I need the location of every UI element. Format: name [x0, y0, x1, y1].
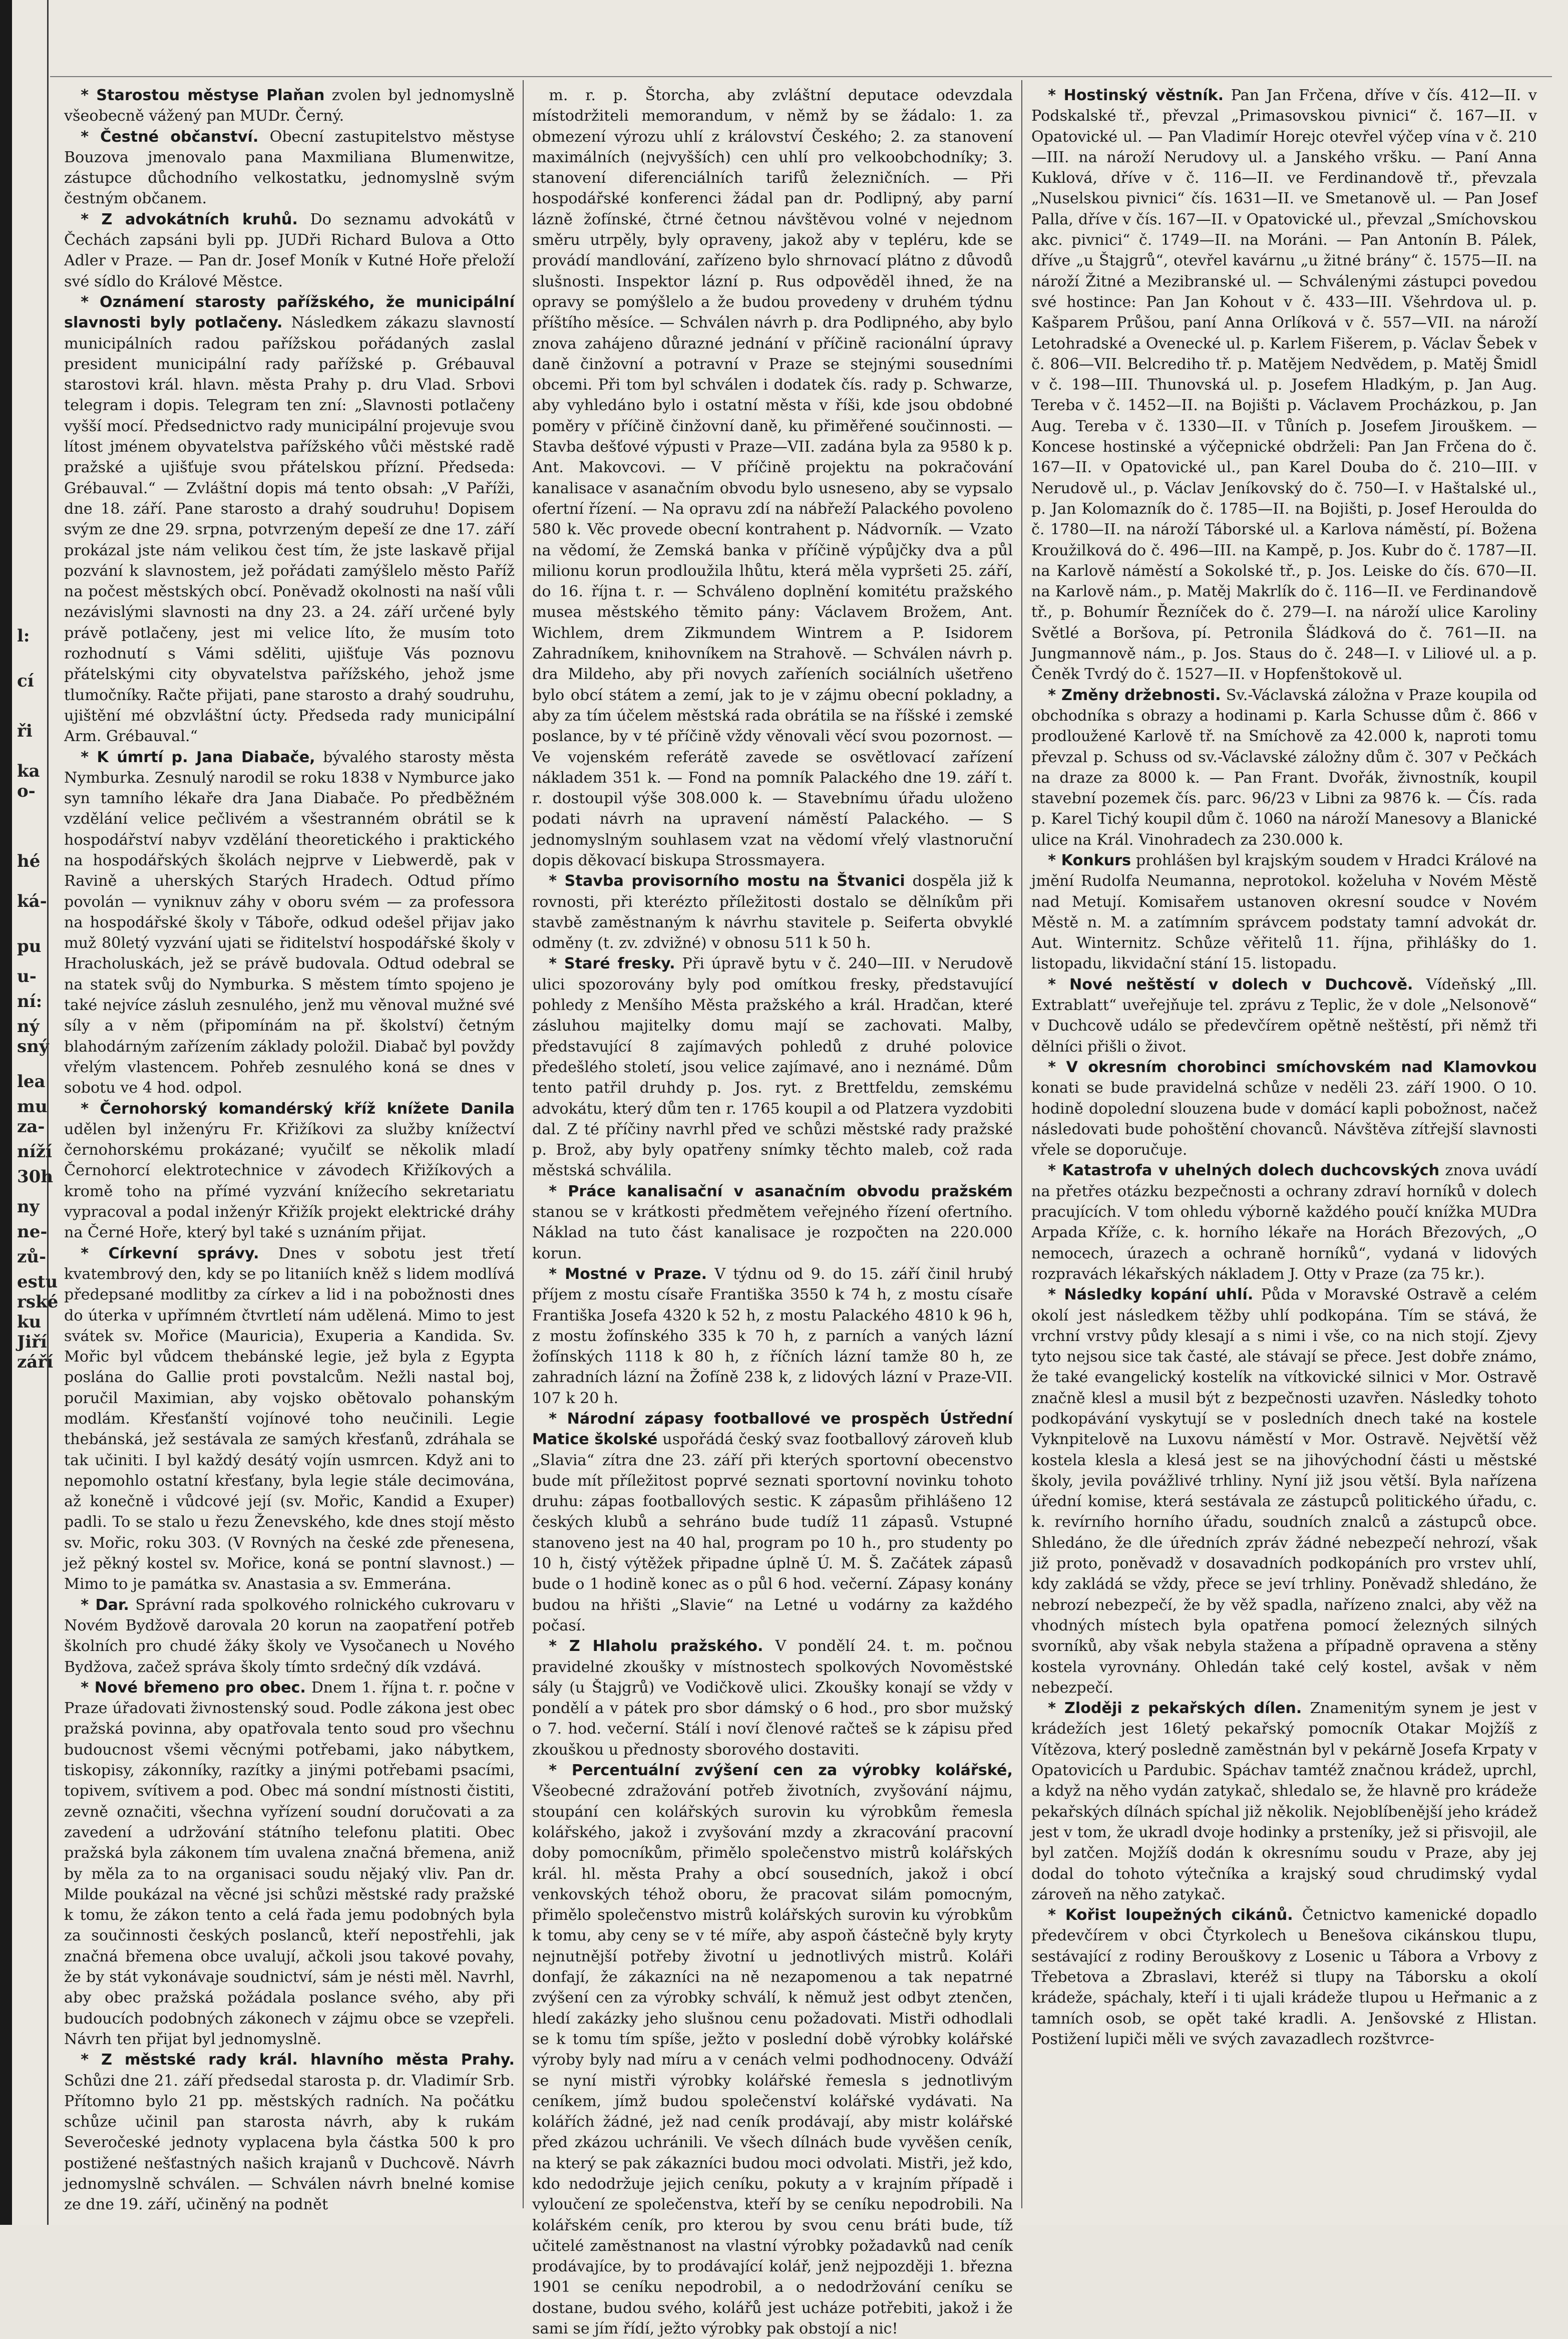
- article-heading: * Následky kopání uhlí.: [1048, 1286, 1254, 1304]
- article-heading: * Konkurs: [1048, 851, 1131, 869]
- article-text: m. r. p. Štorcha, aby zvláštní deputace odevzdala místodržiteli memorandum, v němž by se žádalo: 1. za obmezení výrozu uhlí z království Českého; 2. za stanovení maximálních (nejvyšších) cen uhlí pro velkoobchodníky; 3. stanovení diferenciálních tarifů železničních. — Při hospodářské konferenci žádal pan dr. Podlipný, aby parní lázně žofínské, čtrné četnou návštěvou volné v nejednom směru utrpěly, byly opraveny, jakož aby v tepléru, kde se provádí mandlování, zařízeno bylo shrnovací plátno z důvodů slušnosti. Inspektor lázní p. Rus odpověděl ihned, že na opravy se pomýšlelo a že budou provedeny v druhém týdnu příštího měsíce. — Schválen návrh p. dra Podlipného, aby bylo znova zahájeno důrazné jednání v příčině racionální úpravy daně činžovní a potravní v Praze se stejnými sousedními obcemi. Při tom byl schválen i dodatek čís. rady p. Schwarze, aby vyhledáno bylo i ostatní města v říši, kde jsou obdobné poměry v příčině činžovní daně, ku přiměřené součinnosti. — Stavba dešťové výpusti v Praze—VII. zadána byla za 9580 k p. Ant. Makovcovi. — V příčině projektu na pokračování kanalisace v asanačním obvodu bylo usneseno, aby se vypsalo ofertní řízení. — Na opravu zdí na nábřeží Palackého povoleno 580 k. Věc provede obecní kontrahent p. Nádvorník. — Vzato na vědomí, že Zemská banka v příčině výpůjčky dva a půl milionu korun prodloužila lhůtu, která měla vypršeti 25. září, do 16. října t. r. — Schváleno doplnění komitétu pražského musea městského těmito pány: Václavem Brožem, Ant. Wichlem, drem Zikmundem Wintrem a P. Isidorem Zahradníkem, knihovníkem na Strahově. — Schválen návrh p. dra Mildeho, aby při novych zaříeních sociálních ušetřeno bylo obcí státem a zemí, jak to je v zájmu obecní pokladny, a aby za tím účelem městská rada obrátila se na říšské i zemské poslance, by v té příčině vždy věnovali věcí svou pozornost. — Ve vojenském referátě zavede se osvětlovací zařízení nákladem 351 k. — Fond na pomník Palackého dne 19. září t. r. dostoupil výše 308.000 k. — Stavebnímu úřadu uloženo podati návrh na upravení náměstí Palackého. — S jednomyslným souhlasem vzat na vědomí vřelý vlastnoruční dopis děkovací biskupa Strossmayera.: [532, 87, 1013, 869]
- top-separator: [50, 76, 1552, 77]
- article-paragraph: [1031, 85, 1537, 685]
- article-text: Sv.-Václavská záložna v Praze koupila od obchodníka s obrazy a hodinami p. Karla Schusse dům č. 866 v prodloužené Karlově tř. na Smíchově za 42.000 k, naproti tomu převzal p. Schuss od sv.-Václavské záložny dům č. 307 v Pečkách na draze za 8000 k. — Pan Frant. Dvořák, živnostník, koupil stavební pozemek čís. parc. 96/23 v Libni za 9876 k. — Čís. rada p. Karel Tichý koupil dům č. 1060 na nároží Manesovy a Blanické ulice na Král. Vinohradech za 230.000 k.: [1031, 686, 1537, 849]
- article-paragraph: [64, 209, 515, 292]
- article-text: Schůzi dne 21. září předsedal starosta p. dr. Vladimír Srb. Přítomno bylo 21 pp. městských radních. Na počátku schůze učinil pan starosta návrh, aby k rukám Severočeské jednoty vyplacena byla částka 500 k pro postižené nešťastných našich krajanů v Duchcově. Návrh jednomyslně schválen. — Schválen návrh bnelné komise ze dne 19. září, učiněný na podnět: [64, 2072, 515, 2214]
- article-text: uspořádá český svaz footballový zároveň klub „Slavia“ zítra dne 23. září při kterých sportovní obecenstvo bude mít příležitost poprvé seznati sportovní novinku tohoto druhu: zápas footballových sestic. K zápasům přihlášeno 12 českých klubů a sehráno bude tudíž 11 zápasů. Vstupné stanoveno jest na 40 hal, program po 10 h., pro studenty po 10 h, čistý výtěžek připadne úplně Ú. M. Š. Začátek zápasů bude o 1 hodině konec as o půl 6 hod. večerní. Zápasy konány budou na hřišti „Slavie“ na Letné u vodárny za každého počasí.: [532, 1431, 1013, 1634]
- article-heading: * Starostou městyse Plaňan: [81, 87, 325, 104]
- article-text: bývalého starosty města Nymburka. Zesnulý narodil se roku 1838 v Nymburce jako syn tamního lékaře dra Jana Diabače. Po předběžném vzdělání velice pečlivém a všestranném obrátil se k hospodářství nabyv vzdělání theoretického i praktického na hospodářských školách nejprve v Liebwerdě, pak v Ravině a uherských Starých Hradech. Odtud přímo povolán — vyniknuv záhy v oboru svém — za professora na hospodářské školy v Táboře, odkud odešel přijav jako muž 80letý vyzvání ujati se řiditelství hospodářské školy v Hracholuskách, jež se právě budovala. Odtud odebral se na statek svůj do Nymburka. S městem tímto spojeno je také nejvíce zásluh zesnulého, jenž mu věnoval mužné své síly a v něm (připomínám na př. školství) četným blahodárným zařízením základy položil. Diabač byl povždy vřelým vlastencem. Pohřeb zesnulého koná se dnes v sobotu ve 4 hod. odpol.: [64, 748, 515, 1097]
- margin-fragment: rské: [17, 1292, 59, 1312]
- column-rule-1: [523, 80, 524, 2208]
- article-text: konati se bude pravidelná schůze v neděli 23. září 1900. O 10. hodině dopolední slouzena bude v domácí kapli pobožnost, načež následovati bude pohoštění chovanců. Návštěva zítřejší slavnosti vřele se doporučuje.: [1031, 1079, 1537, 1159]
- article-text: Pan Jan Frčena, dříve v čís. 412—II. v Podskalské tř., převzal „Primasovskou pivnici“ č. 167—II. v Opatovické ul. — Pan Vladimír Horejc otevřel výčep vína v č. 210—III. na nároží Nerudovy ul. a Janského vršku. — Paní Anna Kuklová, dříve v č. 116—II. ve Ferdinandově tř., převzala „Nuselskou pivnici“ čís. 1631—II. ve Smetanově ul. — Pan Josef Palla, dříve v čís. 167—II. v Opatovické ul., převzal „Smíchovskou akc. pivnici“ č. 1749—II. na Moráni. — Pan Antonín B. Pálek, dříve „u Štajgrů“, otevřel kavárnu „u žitné brány“ č. 1575—II. na nároží Žitné a Mezibranské ul. — Schválenými zástupci povedou své hostince: Pan Jan Kohout v č. 433—III. Všehrdova ul. p. Kašparem Průšou, paní Anna Orlíková v č. 557—VII. na nároží Letohradské a Ovenecké ul. p. Karlem Fišerem, p. Václav Šebek v č. 806—VII. Belcrediho tř. p. Matějem Nedvědem, p. Matěj Šmidl v č. 198—III. Thunovská ul. p. Josefem Hladkým, p. Jan Aug. Tereba v č. 1452—II. na Bojišti p. Václavem Procházkou, p. Jan Aug. Tereba v č. 1330—II. v Tůních p. Josefem Jirouškem. — Koncese hostinské a výčepnické obdrželi: Pan Jan Frčena do č. 167—II. v Opatovické ul., pan Karel Douba do č. 210—III. v Nerudově ul., p. Václav Jeníkovský do č. 750—I. v Haštalské ul., p. Jan Kolomazník do č. 1785—II. na Bojišti, p. Josef Heroulda do č. 1780—II. na nároží Táborské ul. a Karlova náměstí, pí. Božena Kroužilková do č. 496—III. na Kampě, p. Jos. Kubr do č. 1787—II. na Karlově náměstí a Sokolské tř., p. Jos. Leiske do čís. 670—II. na Karlově nám., p. Matěj Makrlík do č. 116—II. ve Ferdinandově tř., p. Bohumír Řezníček do č. 279—I. na nároží ulice Karoliny Světlé a Boršova, pí. Petronila Šládková do č. 761—II. na Jungmannově nám., p. Jos. Staus do č. 248—I. v Liliové ul. a p. Čeněk Tvrdý do č. 1527—II. v Hopfenštokově ul.: [1031, 87, 1537, 684]
- article-heading: * Nové neštěstí v dolech v Duchcově.: [1048, 975, 1413, 993]
- column-3: [1031, 85, 1537, 2203]
- article-text: Následkem zákazu slavností municipálních radou pařížskou pořádaných zaslal president municipální rady pařížské p. Grébauval starostovi král. hlavn. města Prahy p. dru Vlad. Srbovi telegram i dopis. Telegram ten zní: „Slavnosti potlačeny vyšší mocí. Předsednictvo rady municipální projevuje svou lítost jménem obyvatelstva pařížského vůči městské radě pražské a ujišťuje svou přátelskou přízní. Předseda: Grébauval.“ — Zvláštní dopis má tento obsah: „V Paříži, dne 18. září. Pane starosto a drahý soudruhu! Dopisem svým ze dne 29. srpna, potvrzeným depeší ze dne 17. září prokázal jste nám velikou čest tím, že jste laskavě přijal pozvání k slavnostem, jež pořádati zamýšlelo město Paříž na počest městských obcí. Poněvadž okolnosti na naší vůli nezávislými slavnosti na dny 23. a 24. září určené byly právě potlačeny, jest mi velice líto, že musím toto rozhodnutí s Vámi sděliti, ujišťuje Vás poznovu přátelskými city obyvatelstva pařížského, jehož jsme tlumočníky. Račte přijati, pane starosto a drahý soudruhu, ujištění mé obzvláštní úcty. Předseda rady municipální Arm. Grébauval.“: [64, 314, 515, 746]
- article-text: udělen byl inženýru Fr. Křižíkovi za služby knížectví černohorskému prokázané; vyučilť se několik mladí Černohorcí elektrotechnice v závodech Křižíkových a kromě toho na přímé vyzvání knížecího sekretariatu vypracoval a podal inženýr Křižík projekt elektrické dráhy na Černé Hoře, který byl také s uznáním přijat.: [64, 1120, 515, 1242]
- article-paragraph: [64, 292, 515, 747]
- article-text: dospěla již k rovnosti, při kterézto příležitosti dostalo se dělníkům při stavbě zaměstnaným k návrhu stavitele p. Seiferta obvyklé odměny (t. zv. zdvižné) v obnosu 511 k 50 h.: [532, 872, 1013, 952]
- margin-fragment: za-: [17, 1117, 45, 1137]
- article-paragraph: [532, 953, 1013, 1181]
- article-text: Půda v Moravské Ostravě a celém okolí jest následkem těžby uhlí podkopána. Tím se stává, že vrchní vrstvy půdy klesají a s nimi i vše, co na nich stojí. Zjevy tyto nejsou sice tak časté, ale stávají se přece. Jest dobře známo, že také evangelický kostelík na vítkovické silnici v Mor. Ostravě značně klesl a musil být z bezpečnosti uzavřen. Následky tohoto podkopávání vyskytují se v posledních dnech také na kostele Vyknpitelově na Luxovu náměstí v Mor. Ostravě. Největší věž kostela klesla a klesá jest se na jihovýchodní části u městské školy, jevila povážlivé trhliny. Nyní již jsou větší. Byla nařízena úřední komise, která sestávala ze zástupců politického úřadu, c. k. revírního horního úřadu, soudních znalců a zástupců obce. Shledáno, že dle úředních zpráv žádné nebezpečí nehrozí, však již proto, poněvadž v dosavadních podkopáních pro vrstev uhlí, kdy zakládá se vždy, přece se jeví trhliny. Poněvadž shledáno, že nebrozí nebezpečí, že by věž spadla, nařízeno znalci, aby věž na vhodných místech byla opatřena pomocí železných silných svorníků, aby však nebyla stažena a případně opravena a stěny kostela vyrovnány. Ohledán také celý kostel, avšak v něm nebezpečí.: [1031, 1286, 1537, 1697]
- margin-fragment: pu: [17, 936, 42, 956]
- article-paragraph: [532, 1181, 1013, 1264]
- article-text: zvolen byl jednomyslně všeobecně vážený pan MUDr. Černý.: [64, 87, 515, 125]
- article-paragraph: [64, 127, 515, 209]
- article-text: znova uvádí na přetřes otázku bezpečnosti a ochrany zdraví horníků v dolech pracujících. V tom ohledu výborně každého poučí knížka MUDra Arpada Kříže, c. k. horního lékaře na Horách Březových, „O nemocech, úrazech a ochraně horníků“, vydaná v lidových rozpravách lékařských nákladem J. Otty v Praze (za 75 kr.).: [1031, 1162, 1537, 1283]
- column-rule-2: [1021, 80, 1022, 2208]
- column-2: [532, 85, 1013, 2338]
- article-text: Do seznamu advokátů v Čechách zapsáni byli pp. JUDři Richard Bulova a Otto Adler v Praze. — Pan dr. Josef Moník v Kutné Hoře přeloží své sídlo do Králové Městce.: [64, 210, 515, 290]
- article-text: Při úpravě bytu v č. 240—III. v Nerudově ulici spozorovány byly pod omítkou fresky, představující pohledy z Menšího Města pražského a král. Hradčan, které zásluhou majitelky domu mají se zachovati. Malby, představující 8 zajímavých pohledů z druhé polovice předešlého století, jsou velice zajímavé, ano i neznámé. Dům tento patřil druhdy p. Jos. ryt. z Brettfeldu, zemskému advokátu, který dům ten r. 1765 koupil a od Platzera vyzdobiti dal. Z té příčiny navrhl před ve schůzi městské rady pražské p. Brož, aby byly opatřeny snímky těchto maleb, což rada městská schválila.: [532, 955, 1013, 1180]
- article-paragraph: [532, 1264, 1013, 1409]
- margin-fragment: l:: [17, 626, 30, 646]
- article-text: stanou se v krátkosti předmětem veřejného řízení ofertního. Náklad na tuto část kanalisace je rozpočten na 220.000 korun.: [532, 1203, 1013, 1262]
- article-paragraph: [1031, 685, 1537, 850]
- article-text: Četnictvo kamenické dopadlo předevčírem v obci Čtyrkolech u Benešova cikánskou tlupu, sestávající z rodiny Berouškovy z Losenic u Tábora a Vrbovy z Třebetova a Zbraslavi, kteréž si tlupy na Táborsku a okolí krádeže, spáchaly, kteří i ti ujali krádeže tlupou u Heřmanic a z tamních osob, se opět také kradli. A. Jenšovské z Hlistan. Postižení lupiči měli ve svých zavazadlech rozštvrce-: [1031, 1906, 1537, 2048]
- scan-edge: [0, 0, 12, 2225]
- article-paragraph: [532, 85, 1013, 871]
- article-text: Dnes v sobotu jest třetí kvatembrový den, kdy se po litaniích kněž s lidem modlívá předepsané modlitby za církev a lid i na pobožnosti dnes do úterka v upřímném čtvrtletí nám udělená. Mimo to jest svátek sv. Mořice (Mauricia), Exuperia a Kandida. Sv. Mořic byl vůdcem thebánské legie, jež byla z Egypta poslána do Gallie proti povstalcům. Nežli nastal boj, poručil Maximian, aby vojsko obětovalo pohanským modlám. Křesťanští vojínové toho neučinili. Legie thebánská, jež sestávala ze samých křesťanů, zdráhala se tak učiniti. I byl každý desátý vojín usmrcen. Když ani to nepomohlo ostatní křesťany, byla legie stále decimována, až konečně i vůdcové její (sv. Mořic, Kandid a Exuper) padli. To se stalo u řezu Ženevského, kde dnes stojí město sv. Mořic, roku 303. (V Rovných na české zde přenesena, jež pěkný kostel sv. Mořice, koná se pontní slavnost.) — Mimo to je památka sv. Anastasia a sv. Emmeránа.: [64, 1244, 515, 1593]
- article-text: Znamenitým synem je jest v krádežích jest 16letý pekařský pomocník Otakar Mojžíš z Vítězova, který posledně zaměstnán byl v pekárně Josefa Krpaty v Opatovicích u Pardubic. Spáchav tamtéž značnou krádež, uprchl, a když na něho vydán zatykač, shledalo se, že hlavně pro krádeže pekařských dílnách spíchal již několik. Nejoblíbenější jeho krádež jest v tom, že ukradl dvoje hodinky a prsteníky, jež si přisvojil, ale byl zatčen. Mojžíš dodán k okresnímu soudu v Praze, aby jej dodal do tohoto výtečníka a krajský soud chrudimský vydal zároveň na něho zatykač.: [1031, 1700, 1537, 1903]
- column-1: [64, 85, 515, 2214]
- article-paragraph: [1031, 1905, 1537, 2050]
- article-heading: * Staré fresky.: [549, 955, 675, 973]
- article-paragraph: [1031, 850, 1537, 974]
- margin-fragment: lea: [17, 1072, 46, 1092]
- article-heading: * Černohorský komandérský kříž knížete Danila: [81, 1100, 515, 1118]
- article-paragraph: [1031, 974, 1537, 1057]
- article-paragraph: [532, 871, 1013, 953]
- article-heading: * Percentuální zvýšení cen za výrobky kolářské,: [549, 1762, 1013, 1780]
- article-heading: * Mostné v Praze.: [549, 1265, 707, 1283]
- margin-fragment: hé: [17, 851, 41, 871]
- article-heading: * Kořist loupežných cikánů.: [1048, 1906, 1293, 1924]
- article-paragraph: [1031, 1284, 1537, 1698]
- article-text: V týdnu od 9. do 15. září činil hrubý příjem z mostu císaře Františka 3550 k 74 h, z mostu císaře Františka Josefa 4320 k 52 h, z mostu Palackého 4810 k 96 h, z mostu žofínského 335 k 70 h, z parních a vaných lázní žofínských 1118 k 80 h, z říčních lázní tamže 80 h, ze zahradních lázní na Žofíně 238 k, z lidových lázní v Praze-VII. 107 k 20 h.: [532, 1265, 1013, 1407]
- article-paragraph: [64, 1595, 515, 1678]
- article-heading: * Čestné občanství.: [81, 128, 259, 146]
- margin-fragment: sný: [17, 1037, 49, 1057]
- article-heading: * Hostinský věstník.: [1048, 87, 1224, 104]
- margin-fragment: u-: [17, 966, 37, 986]
- article-heading: * Změny držebnosti.: [1048, 686, 1221, 704]
- margin-fragment: ku: [17, 1312, 42, 1332]
- article-text: Všeobecné zdražování potřeb životních, zvyšování nájmu, stoupání cen kolářských surovin ku výrobkům řemesla kolářského, jakož i zvyšování mzdy a zkracování pracovní doby pomocníkům, přimělo společenstvo mistrů kolářských král. hl. města Prahy a obcí sousedních, jakož i obcí venkovských téhož oboru, že pracovat silám pomocným, přimělo společenstvo mistrů kolářských surovin ku výrobkům k tomu, aby ceny se v té míře, aby aspoň částečně byly kryty nejnutnější potřeby životní u jednotlivých mistrů. Koláři donfají, že zákazníci na ně nezapomenou a tak nepatrné zvýšení cen za výrobky schválí, k němuž jest odbyt ztenčen, hledí zakázky jeho slušnou cenu požadovati. Mistři odhodlali se k tomu tím spíše, ježto v poslední době výrobky kolářské výroby byly nad míru a v cenách velmi podhodnoceny. Odváží se nyní mistři výrobky kolářské řemesla s jednotlivým ceníkem, jímž budou společenství kolářské vydávati. Na kolářích žádné, jež nad ceník prodávají, aby mistr kolářské před zkázou uchránili. Ve všech dílnách bude vyvěšen ceník, na který se pak zákazníci budou moci odvolati. Mistři, jež kdo, kdo nedodržuje jejich ceníku, pokuty a v krajním případě i vyloučení ze společenstva, kteří by se ceníku nepodrobili. Na kolářském ceník, pro kterou by svou cenu bráti bude, tíž učitelé zaměstnanost na vlastní výrobky požadavků nad ceník prodávajíce, by to prodávající kolář, jenž nejpozději 1. března 1901 se ceníku nepodrobil, a o nedodržování ceníku se dostane, budou svého, kolářů jest ucháze potřebiti, jakož i že sami se jím řídí, ježto výrobky pak obstojí a nic!: [532, 1782, 1013, 2338]
- article-heading: * Nové břemeno pro obec.: [81, 1679, 306, 1697]
- margin-fragment: estu: [17, 1272, 58, 1292]
- article-heading: * Katastrofa v uhelných dolech duchcovských: [1048, 1162, 1440, 1180]
- article-heading: * Z Hlaholu pražského.: [549, 1637, 763, 1655]
- margin-fragment: o-: [17, 781, 36, 801]
- article-text: Správní rada spolkového rolnického cukrovaru v Novém Bydžově darovala 20 korun na zaopatření potřeb školních pro chudé žáky školy ve Vysočanech u Nového Bydžova, začež správa školy tímto srdečný dík vzdává.: [64, 1596, 515, 1676]
- margin-fragment: 30h: [17, 1167, 54, 1187]
- margin-fragment: ny: [17, 1197, 40, 1217]
- left-margin: [12, 0, 59, 2225]
- article-paragraph: [1031, 1160, 1537, 1284]
- article-text: Vídeňský „Ill. Extrablatt“ uveřejňuje tel. zprávu z Teplic, že v dole „Nelsonově“ v Duchcově událo se předevčírem opětně neštěstí, při němž tři dělníci přišli o život.: [1031, 975, 1537, 1056]
- margin-fragment: níží: [17, 1142, 52, 1162]
- article-paragraph: [64, 1243, 515, 1595]
- margin-fragment: ka: [17, 761, 40, 781]
- margin-fragment: ři: [17, 721, 33, 741]
- article-heading: * Národní zápasy footballové ve prospěch Ústřední Matice školské: [532, 1410, 1013, 1449]
- margin-fragment: ká-: [17, 891, 47, 911]
- margin-fragment: září: [17, 1352, 54, 1372]
- article-heading: * Z advokátních kruhů.: [81, 210, 298, 228]
- article-heading: * Dar.: [81, 1596, 129, 1614]
- article-heading: * V okresním chorobinci smíchovském nad Klamovkou: [1048, 1058, 1537, 1076]
- article-heading: * Z městské rady král. hlavního města Prahy.: [81, 2051, 515, 2069]
- margin-fragment: ní:: [17, 991, 43, 1012]
- article-paragraph: [64, 1678, 515, 2050]
- article-paragraph: [532, 1636, 1013, 1760]
- margin-fragment: Jiří: [17, 1332, 47, 1352]
- article-paragraph: [1031, 1698, 1537, 1905]
- article-text: Dnem 1. října t. r. počne v Praze úřadovati živnostenský soud. Podle zákona jest obec pražská povinna, aby opatřovala tento soud pro všechnu budoucnost všemi věcnými potřebami, jako nábytkem, tiskopisy, zákonníky, razítky a jinými potřebami psacími, topivem, svítivem a pod. Obec má sondní místnosti čistiti, zevně označiti, všechna vyřízení soudní doručovati a za zavedení a udržování státního telefonu platiti. Obec pražská byla zákonem tím uvalena značná břemena, aniž by měla za to na organisaci soudu nějaký vliv. Pan dr. Milde poukázal na věcné jsi schůzi městské rady pražské k tomu, že zákon tento a celá řada jemu podobných byla za součinnosti českých poslanců, kteří nepostřehli, jak značná břemena obce uvalují, ačkoli jsou takové povahy, že by stát vykonávaje soudnictví, sám je nésti měl. Navrhl, aby obec pražská požádala poslance svého, aby při budoucích podobných zákonech v zájmu obce se vzepřeli. Návrh ten přijat byl jednomyslně.: [64, 1679, 515, 2048]
- margin-fragment: zů-: [17, 1247, 47, 1267]
- article-heading: * Práce kanalisační v asanačním obvodu pražském: [549, 1182, 1013, 1200]
- margin-fragment: mu: [17, 1097, 48, 1117]
- article-heading: * K úmrtí p. Jana Diabače,: [81, 748, 315, 766]
- article-text: Obecní zastupitelstvo městyse Bouzova jmenovalo pana Maxmiliana Blumenwitze, zástupce důchodního velkostatku, jednomyslně svým čestným občanem.: [64, 128, 515, 208]
- article-heading: * Zloději z pekařských dílen.: [1048, 1700, 1302, 1718]
- article-heading: * Církevní správy.: [81, 1244, 259, 1262]
- article-paragraph: [532, 1409, 1013, 1636]
- article-paragraph: [64, 747, 515, 1099]
- article-paragraph: [64, 1099, 515, 1243]
- margin-fragment: cí: [17, 671, 34, 691]
- article-heading: * Oznámení starosty pařížského, že municipální slavnosti byly potlačeny.: [64, 293, 515, 332]
- article-text: V pondělí 24. t. m. počnou pravidelné zkoušky v místnostech spolkových Novoměstské sály (u Štajgrů) ve Vodičkově ulici. Zkoušky konají se vždy v pondělí a v pátek pro sbor dámský o 6 hod., pro sbor mužský o 7. hod. večerní. Stálí i noví členové račteš se k zápisu před zkouškou u přednosty sborového dostaviti.: [532, 1637, 1013, 1759]
- article-heading: * Stavba provisorního mostu na Štvanici: [549, 872, 905, 890]
- article-paragraph: [64, 2050, 515, 2215]
- article-paragraph: [64, 85, 515, 127]
- article-paragraph: [1031, 1057, 1537, 1160]
- article-paragraph: [532, 1760, 1013, 2339]
- margin-fragment: ný: [17, 1017, 40, 1037]
- margin-fragment: ne-: [17, 1222, 48, 1242]
- article-text: prohlášen byl krajským soudem v Hradci Králové na jmění Rudolfa Neumanna, neprotokol. koželuha v Novém Městě nad Metují. Komisařem ustanoven okresní soudce v Novém Městě n. M. a zatímním správcem podstaty tamní advokát dr. Aut. Winternitz. Schůze věřitelů 11. října, přihlášky do 1. listopadu, likvidační stání 15. listopadu.: [1031, 851, 1537, 973]
